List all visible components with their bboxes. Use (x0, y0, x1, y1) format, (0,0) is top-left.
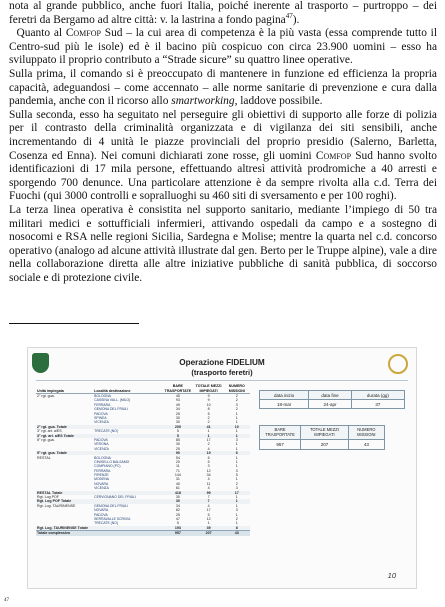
cell-bare: 30 (162, 499, 193, 503)
cell-missioni: 2 (235, 481, 238, 486)
cell-mezzi: 9 (207, 398, 210, 403)
cell-location: CERVIGNANO DEL FRIULI (94, 495, 136, 500)
cell-missioni: 3 (235, 437, 238, 442)
cell-location: GEMONA DEL FRIULI (94, 503, 129, 508)
header-bare: BARE TRASPORTATE (162, 384, 193, 394)
cell-mezzi: 5 (207, 459, 210, 464)
cell-bare: 71 (175, 468, 180, 473)
cell-missioni: 3 (235, 402, 238, 407)
cell-mezzi: 12 (206, 468, 211, 473)
cell-unit: Rgt. Log POF (37, 495, 59, 500)
cell-missioni: 8 (224, 526, 250, 531)
cell-mezzi: 207 (194, 531, 224, 536)
cell-bare: 5 (176, 521, 179, 526)
cell-missioni: 6 (224, 451, 250, 455)
cell-location: VICENZA (94, 486, 109, 491)
cell-location: FERRARA (94, 468, 111, 473)
cell-missioni: 3 (235, 508, 238, 513)
cell-mezzi: 1 (194, 434, 224, 438)
cell-unit: Rgt. Log. TAURINENSE (37, 503, 76, 508)
cell-mezzi: 17 (206, 437, 211, 442)
cell-bare: 82 (175, 508, 180, 513)
cell-mezzi: 4 (207, 477, 210, 482)
cell-bare: 11 (175, 464, 180, 469)
cell-bare: 25 (175, 411, 180, 416)
cell-mezzi: 4 (207, 503, 210, 508)
cell-location: GEMONA DEL FRIULI (94, 407, 129, 412)
cell-missioni: 1 (235, 411, 238, 416)
p2-text-b: , laddove possibile. (234, 95, 323, 108)
cell-bare: 45 (175, 394, 180, 399)
cell-bare: 47 (175, 516, 180, 521)
p1-text-a: Quanto al (16, 27, 66, 40)
grand-total-row (36, 531, 250, 536)
cell-mezzi: 17 (206, 508, 211, 513)
cell-bare: 30 (175, 420, 180, 425)
start-date-header: data inizio (260, 391, 309, 400)
cell-mezzi: 7 (207, 495, 210, 500)
cell-bare: 957 (162, 531, 193, 536)
cell-unit: RESTAL Totale (36, 491, 93, 495)
slide-title-rule (36, 380, 408, 381)
footnote-number: 47 (4, 598, 9, 603)
summary-missioni-value: 43 (348, 440, 384, 450)
cell-location: SPINEA (94, 416, 107, 420)
cell-missioni: 10 (224, 425, 250, 429)
cell-bare: 5 (162, 434, 193, 438)
cell-bare: 20 (175, 459, 180, 464)
table-body (36, 394, 250, 536)
paragraph-intro-text: nota al grande pubblico, anche fuori Italia, poiché inerente al trasporto – purtroppo – dei feretri da Bergamo ad altre città: v. la lastrina a fondo pagina (9, 0, 437, 26)
cell-unit: 5° rgt. gua. (37, 437, 55, 442)
cell-mezzi: 1 (207, 521, 210, 526)
cell-location: MODENA (94, 477, 110, 482)
cell-missioni: 1 (235, 477, 238, 482)
paragraph-intro-end: ). (292, 13, 300, 26)
cell-location: FIRENZE (94, 473, 109, 478)
cell-missioni: 1 (235, 442, 238, 447)
cell-missioni: 1 (235, 503, 238, 508)
cell-location: VERONA (94, 442, 109, 447)
cell-mezzi: 3 (207, 464, 210, 469)
summary-header-row (260, 426, 385, 440)
cell-bare: 61 (175, 486, 180, 491)
p3-text-b: Sud hanno svolto identificazioni di 17 mila persone, effettuando altresì attività prodromiche a 40 arresti e sporgendo 700 denunce. Una particolare attenzione è da sempre rivolta alla c.d. Terra dei Fuochi (qui 3000 controlli e sopralluoghi su 460 siti di sversamento e per 100 roghi). (9, 149, 437, 203)
paragraph-second-line (9, 109, 437, 204)
cell-missioni: 17 (224, 491, 250, 495)
cell-mezzi: 1 (207, 429, 210, 434)
p1-smallcaps: Comfop (65, 27, 101, 40)
cell-location: PADOVA (94, 512, 108, 517)
cell-missioni: 1 (235, 420, 238, 425)
cell-mezzi: 2 (207, 442, 210, 447)
header-mezzi: TOTALE MEZZI IMPIEGATI (194, 384, 224, 394)
cell-mezzi: 11 (206, 481, 211, 486)
summary-bare-value: 957 (260, 440, 301, 450)
cell-mezzi: 5 (207, 411, 210, 416)
header-missioni: NUMERO MISSIONI (224, 384, 250, 394)
cell-missioni: 43 (224, 531, 250, 536)
footnote-ref-47[interactable]: 47 (285, 11, 293, 20)
period-table (259, 390, 405, 409)
cell-unit: 2° rgt. gua. Totale (36, 425, 93, 429)
cell-mezzi: 2 (207, 416, 210, 420)
cell-missioni: 1 (224, 434, 250, 438)
p3-text-a: Sulla seconda, esso ha seguitato nel perseguire gli obiettivi di supporto alle forze di polizia per il contrasto della criminalità organizzata e di vigilanza dei siti sensibili, anche incrementando di 4 unità le piazze provinciali del proprio presidio (Salerno, Barletta, Cosenza ed Enna). Nei comuni dichiarati zone rosse, gli uomini (9, 108, 437, 162)
cell-unit: Rgt. Log. TAURINENSE Totale (36, 526, 93, 531)
cell-bare: 5 (176, 429, 179, 434)
cell-mezzi: 4 (207, 446, 210, 451)
cell-location: FERRARA (94, 402, 111, 407)
cell-location: CASSINA VALL. (MILO) (94, 398, 131, 403)
paragraph-intro (9, 0, 437, 27)
slide-page-number: 10 (387, 571, 396, 580)
slide-subtitle: (trasporto feretri) (191, 368, 253, 377)
cell-location: BOLOGNA (94, 394, 111, 399)
cell-location: CINISELLO BALSAMO (94, 459, 130, 464)
cell-bare: 40 (175, 481, 180, 486)
cell-bare: 25 (175, 512, 180, 517)
paragraph-first-line (9, 68, 437, 109)
cell-bare: 34 (175, 503, 180, 508)
cell-unit: Rgt. Log POF Totale (36, 499, 93, 503)
cell-missioni: 1 (235, 429, 238, 434)
fidelium-table (36, 384, 250, 536)
cell-location: BOLOGNA (94, 455, 111, 460)
cell-bare: 205 (162, 425, 193, 429)
cell-mezzi: 19 (194, 451, 224, 455)
duration-value: 37 (351, 400, 404, 409)
cell-mezzi: 41 (194, 425, 224, 429)
cell-location: TRECATE (NO) (94, 521, 119, 526)
summary-mezzi-value: 207 (301, 440, 349, 450)
cell-bare: 31 (175, 477, 180, 482)
cell-bare: 193 (162, 526, 193, 531)
duration-header: durata (gg) (351, 391, 404, 400)
cell-missioni: 1 (235, 521, 238, 526)
cell-mezzi: 39 (194, 526, 224, 531)
cell-location: PADOVA (94, 437, 108, 442)
cell-missioni: 1 (235, 455, 238, 460)
p2-text-a: Sulla prima, il comando si è preoccupato di mantenere in funzione ed efficienza la propria capacità, adeguandosi – come accennato – alle norme sanitarie di prevenzione e cura dalla pandemia, anche con il ricorso allo (9, 67, 437, 108)
cell-bare: 90 (162, 451, 193, 455)
cell-missioni: 1 (235, 446, 238, 451)
end-date-header: data fine (309, 391, 351, 400)
cell-location (93, 531, 162, 536)
cell-bare: 30 (175, 442, 180, 447)
cell-location: COMPIANO (PC) (94, 464, 121, 469)
cell-bare: 30 (175, 416, 180, 420)
cell-unit: 3° rgt. art. a/ES (37, 429, 62, 434)
cell-missioni: 1 (235, 512, 238, 517)
header-location: Località destinazione (93, 384, 162, 394)
cell-bare: 34 (175, 407, 180, 412)
cell-mezzi: 9 (207, 394, 210, 399)
summary-missioni-header: NUMERO MISSIONI (348, 426, 384, 440)
cell-mezzi: 2 (207, 420, 210, 425)
cell-location: PADOVA (94, 411, 108, 416)
table-header-row (36, 384, 250, 394)
cell-bare: 93 (175, 398, 180, 403)
cell-location: NOVARA (94, 508, 109, 513)
summary-mezzi-header: TOTALE MEZZI IMPIEGATI (301, 426, 349, 440)
cell-missioni: 2 (235, 398, 238, 403)
cell-unit: Totale complessivo (36, 531, 93, 536)
summary-table (259, 425, 385, 450)
cell-missioni: 1 (224, 499, 250, 503)
cell-bare: 25 (175, 446, 180, 451)
period-value-row (260, 400, 405, 409)
cell-missioni: 1 (235, 459, 238, 464)
cell-missioni: 2 (235, 394, 238, 399)
cell-mezzi: 99 (194, 491, 224, 495)
cell-missioni: 1 (235, 416, 238, 420)
period-header-row (260, 391, 405, 400)
cell-mezzi: 10 (206, 402, 211, 407)
cell-missioni: 1 (235, 495, 238, 500)
cell-bare: 30 (175, 495, 180, 500)
summary-bare-header: BARE TRASPORTATE (260, 426, 301, 440)
cell-location: NOVARA (94, 481, 109, 486)
p3-smallcaps: Comfop (315, 149, 352, 162)
cell-mezzi: 8 (207, 407, 210, 412)
cell-missioni: 3 (235, 486, 238, 491)
cell-unit: 3° rgt. art. a/ES Totale (36, 434, 93, 438)
cell-mezzi: 7 (194, 499, 224, 503)
cell-bare: 418 (162, 491, 193, 495)
cell-location: VICENZA (94, 420, 109, 425)
paragraph-third-line: La terza linea operativa è consistita nel supporto sanitario, mediante l’impiego di 50 tra militari medici e sottufficiali infermieri, attivando ospedali da campo e a sostegno di nosocomi e RSA nelle regioni Sicilia, Sardegna e Molise; mentre la quarta nel c.d. concorso operativo (analogo ad alcune attività illustrate dal gen. Berto per le Truppe alpine), vale a dire nella collaborazione diretta alle altre iniziative pubbliche di sanità pubblica, di soccorso sociale e di protezione civile. (9, 203, 437, 284)
paragraph-comfop-sud (9, 27, 437, 68)
footnote-separator (9, 323, 139, 324)
cell-missioni: 3 (235, 468, 238, 473)
p1-text-b: Sud – la cui area di competenza è la più vasta (essa comprende tutto il Centro-sud più le isole) ed è il bacino più cospicuo con circa 23.900 uomini – esso ha sviluppato il proprio contributo a “Strade sicure” su quattro linee operative. (9, 27, 437, 67)
header-unit: Unità impiegata (36, 384, 93, 394)
cell-unit: RESTAL (37, 455, 51, 460)
cell-location: VICENZA (94, 446, 109, 451)
slide-title: Operazione FIDELIUM (179, 358, 265, 367)
article-text (9, 0, 437, 285)
cell-missioni: 2 (235, 516, 238, 521)
cell-mezzi: 5 (207, 512, 210, 517)
cell-bare: 144 (174, 473, 181, 478)
cell-bare: 85 (175, 437, 180, 442)
cell-unit: 5° rgt. gua. Totale (36, 451, 93, 455)
cell-unit: 2° rgt. gua. (37, 394, 55, 399)
p2-emphasis: smartworking (171, 95, 235, 108)
cell-missioni: 2 (235, 407, 238, 412)
cell-location: SERRAVALLE SCRIVIA (94, 516, 131, 521)
cell-mezzi: 34 (206, 473, 211, 478)
cell-mezzi: 4 (207, 486, 210, 491)
cell-mezzi: 6 (207, 455, 210, 460)
cell-mezzi: 12 (206, 516, 211, 521)
cell-missioni: 1 (235, 464, 238, 469)
cell-missioni: 5 (235, 473, 238, 478)
cell-bare: 54 (175, 455, 180, 460)
start-date-value: 18-mar (260, 400, 309, 409)
cell-location: TRECATE (NO) (94, 429, 119, 434)
cell-bare: 49 (175, 402, 180, 407)
fidelium-slide (27, 347, 417, 589)
end-date-value: 24-apr (309, 400, 351, 409)
summary-value-row (260, 440, 385, 450)
